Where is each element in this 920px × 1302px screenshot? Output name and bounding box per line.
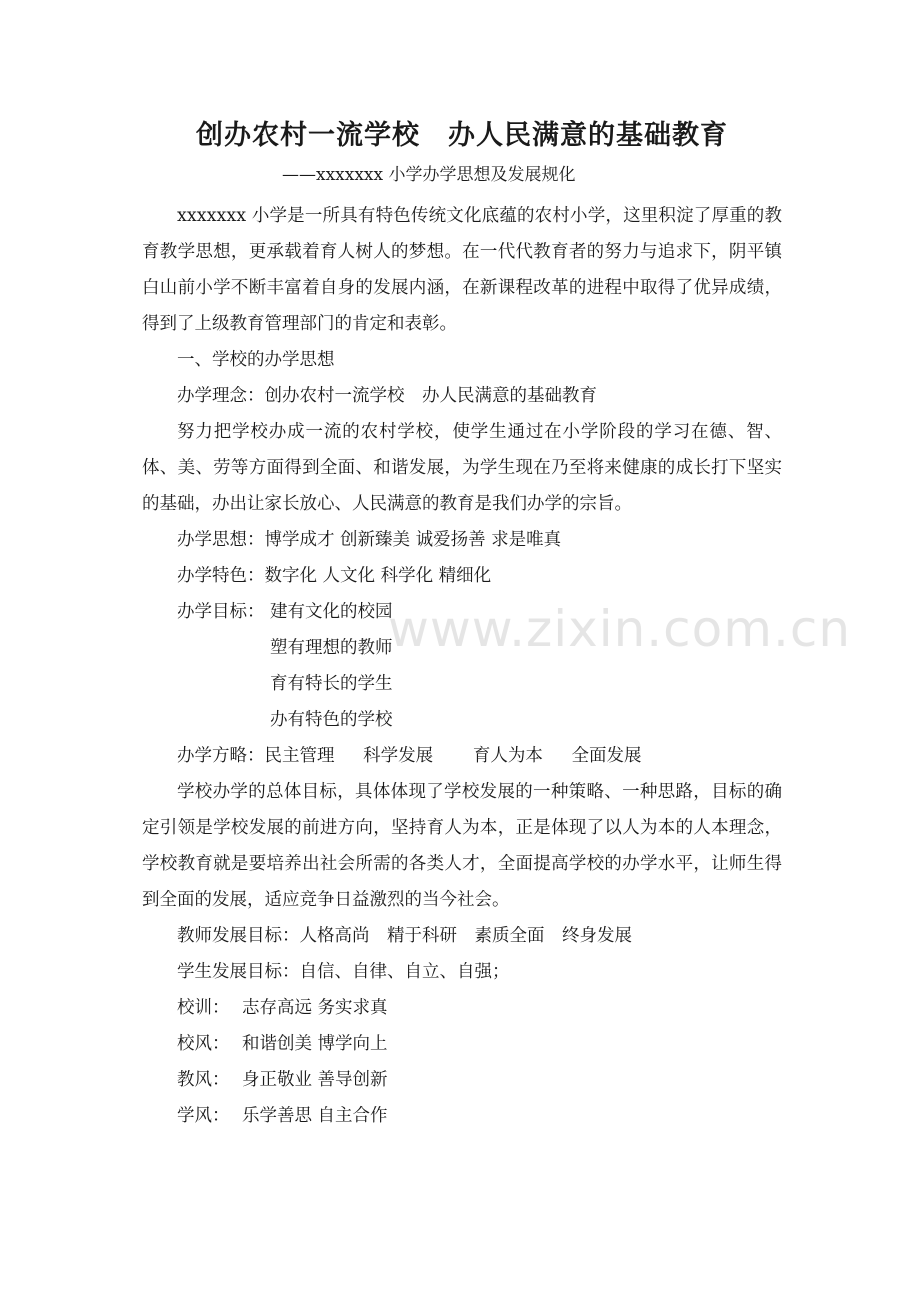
motto-row-ethos [142,1026,782,1062]
student-goal-line: 学生发展目标：自信、自律、自立、自强； [177,962,510,982]
goals-block [142,594,782,738]
motto-value: 和谐创美 博学向上 [242,1034,388,1054]
motto-label: 学风： [177,1106,230,1126]
document-page [142,112,782,1134]
document-subtitle: ——xxxxxxx 小学办学思想及发展规化 [282,165,576,185]
goals-list [270,594,393,738]
motto-row-school [142,990,782,1026]
section-heading: 一、学校的办学思想 [177,350,335,370]
thought-line: 办学思想：博学成才 创新臻美 诚爱扬善 求是唯真 [177,530,562,550]
intro-paragraph: xxxxxxx 小学是一所具有特色传统文化底蕴的农村小学，这里积淀了厚重的教育教学思想，更承载着育人树人的梦想。在一代代教育者的努力与追求下，阴平镇白山前小学不断丰富着自身的发展内涵，在新课程改革的进程中取得了优异成绩，得到了上级教育管理部门的肯定和表彰。 [142,206,782,334]
motto-value: 乐学善思 自主合作 [242,1106,388,1126]
watermark: www.zixin.com.cn [388,600,852,658]
goal-item: 建有文化的校园 [270,602,393,622]
motto-label: 校风： [177,1034,230,1054]
motto-row-teaching [142,1062,782,1098]
goal-item: 办有特色的学校 [270,710,393,730]
strategy-line: 办学方略：民主管理 科学发展 育人为本 全面发展 [177,746,642,766]
overall-goal-paragraph: 学校办学的总体目标，具体体现了学校发展的一种策略、一种思路，目标的确定引领是学校发展的前进方向，坚持育人为本，正是体现了以人为本的人本理念，学校教育就是要培养出社会所需的各类人才，全面提高学校的办学水平，让师生得到全面的发展，适应竞争日益激烈的当今社会。 [142,782,782,910]
motto-value: 身正敬业 善导创新 [242,1070,388,1090]
motto-label: 校训： [177,998,230,1018]
goals-label: 办学目标： [177,602,265,622]
philosophy-line: 办学理念：创办农村一流学校 办人民满意的基础教育 [177,386,597,406]
goal-item: 育有特长的学生 [270,674,393,694]
motto-value: 志存高远 务实求真 [242,998,388,1018]
goal-item: 塑有理想的教师 [270,638,393,658]
teacher-goal-line: 教师发展目标：人格高尚 精于科研 素质全面 终身发展 [177,926,632,946]
document-title: 创办农村一流学校 办人民满意的基础教育 [196,120,728,151]
motto-row-study [142,1098,782,1134]
motto-label: 教风： [177,1070,230,1090]
purpose-paragraph: 努力把学校办成一流的农村学校，使学生通过在小学阶段的学习在德、智、体、美、劳等方面得到全面、和谐发展，为学生现在乃至将来健康的成长打下坚实的基础，办出让家长放心、人民满意的教育是我们办学的宗旨。 [142,422,782,514]
features-line: 办学特色：数字化 人文化 科学化 精细化 [177,566,492,586]
